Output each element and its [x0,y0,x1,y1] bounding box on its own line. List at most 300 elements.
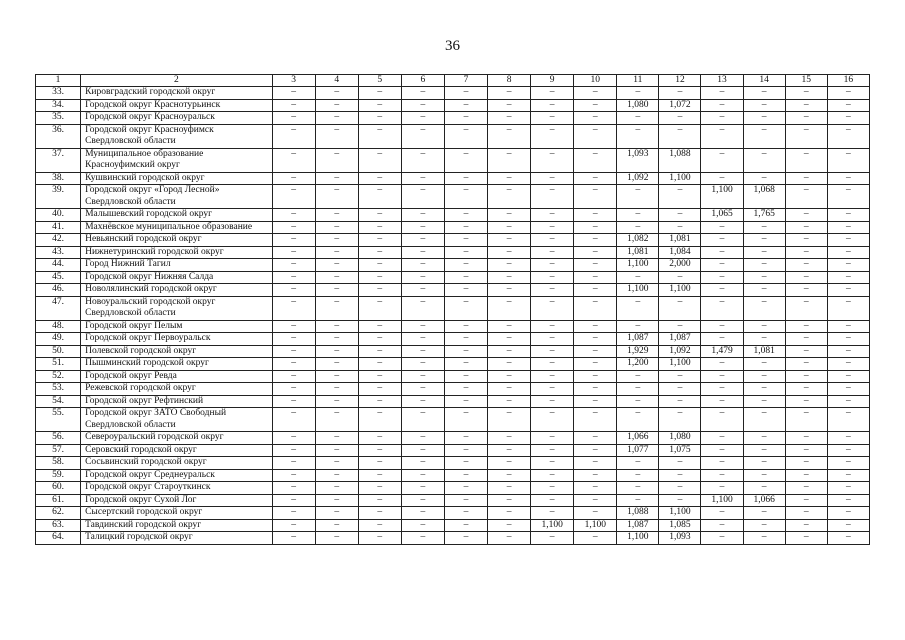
value-cell: – [659,408,701,432]
value-cell: – [827,172,869,185]
value-cell: – [531,358,574,371]
value-cell: 1,081 [659,234,701,247]
value-cell: – [785,234,827,247]
value-cell: – [701,532,743,545]
row-number: 45. [36,271,81,284]
value-cell: – [785,457,827,470]
row-number: 55. [36,408,81,432]
value-cell: – [315,246,358,259]
municipality-name: Пышминский городской округ [81,358,272,371]
value-cell: – [827,358,869,371]
table-row [36,345,870,358]
value-cell: – [401,246,444,259]
table-row [36,246,870,259]
value-cell: 1,100 [531,519,574,532]
value-cell: – [743,234,785,247]
value-cell: – [444,383,487,396]
value-cell: – [659,383,701,396]
municipality-name: Городской округ Первоуральск [81,333,272,346]
value-cell: – [315,221,358,234]
value-cell: – [827,246,869,259]
value-cell: – [743,296,785,320]
value-cell: – [574,482,617,495]
value-cell: 1,092 [659,345,701,358]
value-cell: – [617,87,659,100]
value-cell: – [401,370,444,383]
municipality-name: Городской округ Пелым [81,320,272,333]
value-cell: – [701,432,743,445]
value-cell: – [827,395,869,408]
value-cell: – [827,271,869,284]
value-cell: – [574,271,617,284]
value-cell: – [488,482,531,495]
value-cell: – [617,124,659,148]
table-row [36,234,870,247]
value-cell: – [272,124,315,148]
value-cell: – [827,148,869,172]
value-cell: – [401,333,444,346]
municipality-name: Город Нижний Тагил [81,259,272,272]
row-number: 53. [36,383,81,396]
value-cell: – [315,124,358,148]
value-cell: – [785,209,827,222]
value-cell: – [272,532,315,545]
value-cell: 1,082 [617,234,659,247]
table-row [36,482,870,495]
value-cell: 1,087 [617,519,659,532]
value-cell: – [401,395,444,408]
municipality-name: Североуральский городской округ [81,432,272,445]
value-cell: – [401,87,444,100]
value-cell: – [827,494,869,507]
value-cell: – [531,383,574,396]
value-cell: – [785,296,827,320]
row-number: 38. [36,172,81,185]
value-cell: – [617,370,659,383]
value-cell: – [488,507,531,520]
value-cell: – [315,469,358,482]
value-cell: – [574,432,617,445]
value-cell: – [743,408,785,432]
value-cell: – [272,284,315,297]
value-cell: – [617,185,659,209]
municipality-name: Режевской городской округ [81,383,272,396]
value-cell: – [617,320,659,333]
value-cell: – [358,358,401,371]
value-cell: – [315,87,358,100]
row-number: 60. [36,482,81,495]
value-cell: – [531,172,574,185]
value-cell: – [701,395,743,408]
value-cell: – [488,246,531,259]
value-cell: – [701,444,743,457]
value-cell: – [358,221,401,234]
municipality-name: Нижнетуринский городской округ [81,246,272,259]
value-cell: – [315,383,358,396]
value-cell: – [358,284,401,297]
value-cell: – [315,408,358,432]
value-cell: – [743,320,785,333]
municipality-name: Махнёвское муниципальное образование [81,221,272,234]
column-header: 14 [743,75,785,87]
value-cell: – [617,482,659,495]
municipality-name: Сысертский городской округ [81,507,272,520]
table-row [36,469,870,482]
value-cell: – [617,395,659,408]
table-row [36,370,870,383]
value-cell: 1,075 [659,444,701,457]
value-cell: – [701,172,743,185]
value-cell: – [444,494,487,507]
value-cell: – [444,482,487,495]
value-cell: – [488,124,531,148]
municipality-name: Городской округ «Город Лесной» Свердловской области [81,185,272,209]
value-cell: – [574,246,617,259]
value-cell: – [617,469,659,482]
value-cell: – [531,284,574,297]
value-cell: 2,000 [659,259,701,272]
column-header: 13 [701,75,743,87]
value-cell: – [617,408,659,432]
value-cell: – [785,99,827,112]
value-cell: 1,087 [659,333,701,346]
value-cell: 1,100 [617,284,659,297]
value-cell: – [785,148,827,172]
value-cell: – [444,469,487,482]
value-cell: – [444,209,487,222]
value-cell: – [785,246,827,259]
value-cell: – [315,444,358,457]
value-cell: – [358,383,401,396]
municipality-name: Кировградский городской округ [81,87,272,100]
value-cell: – [444,320,487,333]
value-cell: – [574,395,617,408]
value-cell: – [743,370,785,383]
row-number: 35. [36,112,81,125]
value-cell: – [444,432,487,445]
value-cell: – [272,432,315,445]
value-cell: – [785,507,827,520]
value-cell: – [315,99,358,112]
value-cell: – [827,87,869,100]
value-cell: – [785,345,827,358]
value-cell: – [701,284,743,297]
column-header: 1 [36,75,81,87]
value-cell: – [488,432,531,445]
value-cell: – [743,87,785,100]
value-cell: – [743,172,785,185]
value-cell: – [827,296,869,320]
value-cell: – [272,494,315,507]
value-cell: – [743,532,785,545]
value-cell: – [401,444,444,457]
column-header: 6 [401,75,444,87]
value-cell: – [531,444,574,457]
value-cell: – [574,87,617,100]
value-cell: – [531,296,574,320]
municipality-name: Малышевский городской округ [81,209,272,222]
value-cell: 1,100 [659,172,701,185]
value-cell: – [444,395,487,408]
value-cell: – [401,185,444,209]
value-cell: – [315,271,358,284]
value-cell: – [701,457,743,470]
table-row [36,432,870,445]
value-cell: – [574,284,617,297]
value-cell: – [531,209,574,222]
value-cell: – [488,284,531,297]
value-cell: – [743,358,785,371]
value-cell: – [743,482,785,495]
value-cell: – [444,185,487,209]
municipality-name: Сосьвинский городской округ [81,457,272,470]
value-cell: – [488,87,531,100]
value-cell: – [531,112,574,125]
municipality-name: Городской округ Рефтинский [81,395,272,408]
row-number: 44. [36,259,81,272]
value-cell: 1,100 [659,284,701,297]
value-cell: – [401,408,444,432]
row-number: 40. [36,209,81,222]
table-row [36,395,870,408]
value-cell: – [531,124,574,148]
value-cell: – [531,469,574,482]
value-cell: – [827,532,869,545]
value-cell: – [272,172,315,185]
value-cell: – [315,185,358,209]
value-cell: – [358,99,401,112]
value-cell: – [574,444,617,457]
value-cell: – [315,494,358,507]
value-cell: – [315,482,358,495]
value-cell: – [659,185,701,209]
value-cell: – [272,320,315,333]
value-cell: – [444,87,487,100]
value-cell: – [401,469,444,482]
value-cell: – [272,99,315,112]
value-cell: – [785,87,827,100]
value-cell: – [488,234,531,247]
table-row [36,148,870,172]
row-number: 47. [36,296,81,320]
value-cell: – [827,112,869,125]
value-cell: – [743,457,785,470]
value-cell: – [272,370,315,383]
table-row [36,271,870,284]
row-number: 54. [36,395,81,408]
value-cell: 1,081 [743,345,785,358]
value-cell: – [701,408,743,432]
municipality-name: Новолялинский городской округ [81,284,272,297]
value-cell: – [401,99,444,112]
value-cell: – [358,172,401,185]
value-cell: – [574,408,617,432]
value-cell: – [531,185,574,209]
value-cell: – [827,469,869,482]
data-table [35,74,870,545]
table-row [36,494,870,507]
value-cell: – [488,532,531,545]
value-cell: – [315,333,358,346]
value-cell: – [488,444,531,457]
value-cell: – [743,124,785,148]
value-cell: – [743,112,785,125]
value-cell: – [617,271,659,284]
row-number: 56. [36,432,81,445]
value-cell: – [272,457,315,470]
value-cell: – [272,246,315,259]
row-number: 42. [36,234,81,247]
value-cell: – [574,185,617,209]
value-cell: – [272,444,315,457]
municipality-name: Городской округ Среднеуральск [81,469,272,482]
table-row [36,457,870,470]
value-cell: 1,066 [617,432,659,445]
value-cell: – [358,532,401,545]
value-cell: – [701,296,743,320]
value-cell: – [272,259,315,272]
row-number: 58. [36,457,81,470]
value-cell: 1,765 [743,209,785,222]
value-cell: – [531,432,574,445]
municipality-name: Муниципальное образование Красноуфимский округ [81,148,272,172]
value-cell: – [785,482,827,495]
value-cell: 1,100 [574,519,617,532]
value-cell: – [315,370,358,383]
value-cell: – [574,507,617,520]
value-cell: – [358,259,401,272]
value-cell: – [488,469,531,482]
value-cell: – [444,532,487,545]
value-cell: – [358,370,401,383]
value-cell: – [659,395,701,408]
value-cell: – [488,494,531,507]
value-cell: – [488,296,531,320]
value-cell: – [743,221,785,234]
value-cell: – [401,494,444,507]
value-cell: 1,100 [659,507,701,520]
value-cell: – [444,284,487,297]
value-cell: – [401,148,444,172]
value-cell: – [401,519,444,532]
value-cell: – [617,112,659,125]
value-cell: 1,068 [743,185,785,209]
value-cell: – [701,482,743,495]
value-cell: – [701,358,743,371]
table-row [36,320,870,333]
value-cell: – [785,469,827,482]
value-cell: – [531,320,574,333]
value-cell: – [827,284,869,297]
value-cell: 1,100 [701,494,743,507]
value-cell: – [444,333,487,346]
value-cell: – [444,507,487,520]
table-row [36,296,870,320]
value-cell: – [701,507,743,520]
value-cell: – [659,209,701,222]
table-row [36,519,870,532]
value-cell: 1,929 [617,345,659,358]
table-row [36,532,870,545]
value-cell: – [827,234,869,247]
table-row [36,112,870,125]
value-cell: – [574,124,617,148]
table-row [36,99,870,112]
value-cell: – [444,457,487,470]
value-cell: – [531,457,574,470]
value-cell: 1,100 [701,185,743,209]
value-cell: – [401,259,444,272]
value-cell: – [743,469,785,482]
municipality-name: Городской округ ЗАТО Свободный Свердловской области [81,408,272,432]
value-cell: – [401,296,444,320]
value-cell: – [743,444,785,457]
value-cell: – [272,234,315,247]
value-cell: – [488,358,531,371]
value-cell: – [401,221,444,234]
value-cell: – [358,271,401,284]
value-cell: – [743,432,785,445]
value-cell: – [358,296,401,320]
value-cell: – [827,209,869,222]
value-cell: – [444,246,487,259]
value-cell: – [531,395,574,408]
value-cell: – [617,209,659,222]
value-cell: – [827,432,869,445]
value-cell: – [401,172,444,185]
value-cell: – [272,185,315,209]
value-cell: – [743,333,785,346]
value-cell: – [358,345,401,358]
value-cell: – [743,383,785,396]
value-cell: – [785,408,827,432]
value-cell: – [701,87,743,100]
column-header: 11 [617,75,659,87]
value-cell: – [659,457,701,470]
value-cell: – [401,345,444,358]
value-cell: – [659,469,701,482]
value-cell: – [272,345,315,358]
value-cell: – [531,99,574,112]
column-header: 12 [659,75,701,87]
value-cell: – [701,370,743,383]
value-cell: – [785,284,827,297]
column-header: 15 [785,75,827,87]
value-cell: – [701,112,743,125]
value-cell: – [574,296,617,320]
value-cell: 1,085 [659,519,701,532]
value-cell: – [659,320,701,333]
value-cell: – [531,494,574,507]
value-cell: – [401,284,444,297]
value-cell: – [531,221,574,234]
value-cell: – [531,482,574,495]
value-cell: – [401,482,444,495]
value-cell: – [272,209,315,222]
value-cell: – [827,221,869,234]
value-cell: – [315,259,358,272]
value-cell: – [488,99,531,112]
value-cell: – [444,271,487,284]
value-cell: – [701,519,743,532]
table-row [36,284,870,297]
value-cell: – [444,172,487,185]
value-cell: – [827,408,869,432]
value-cell: 1,065 [701,209,743,222]
value-cell: – [272,148,315,172]
value-cell: – [617,296,659,320]
value-cell: – [488,172,531,185]
